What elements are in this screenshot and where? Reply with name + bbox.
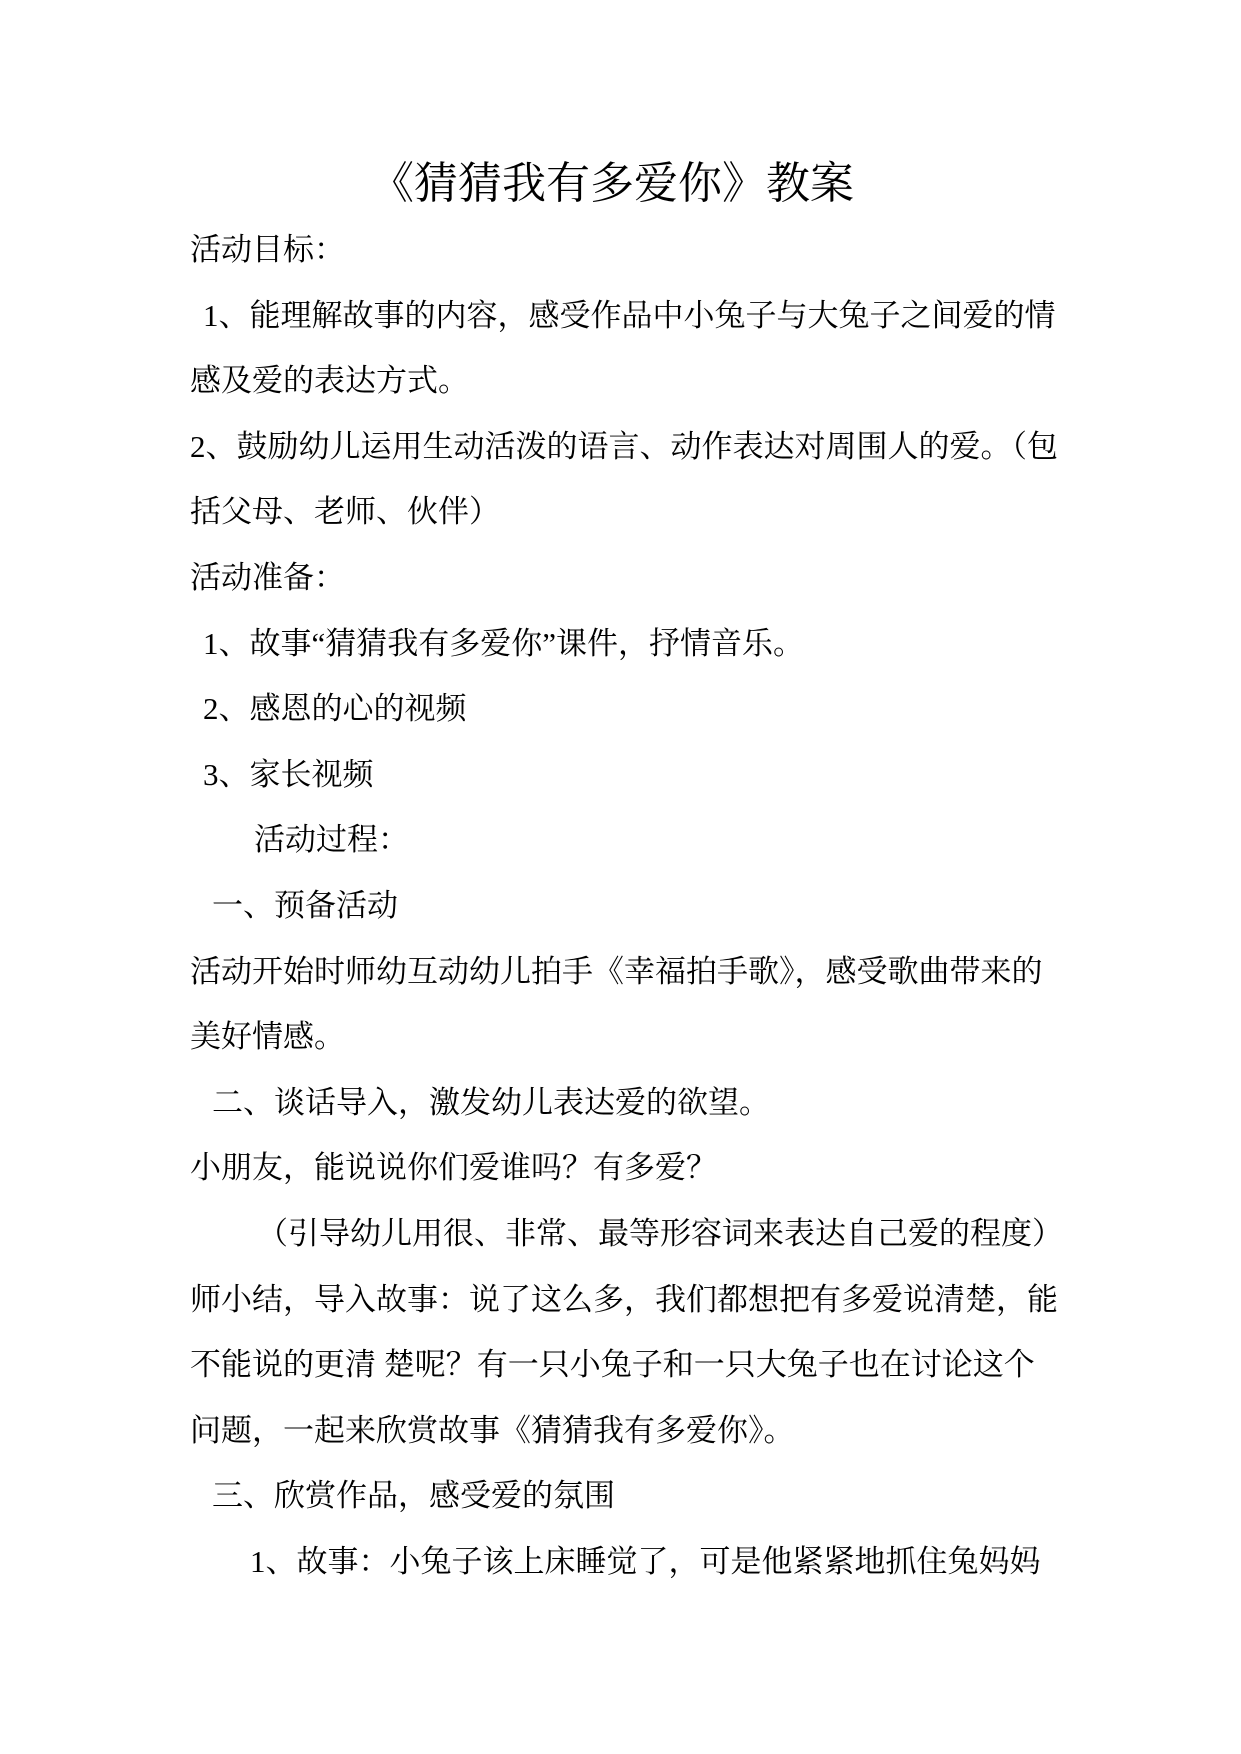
- goal-1-line: 1、能理解故事的内容，感受作品中小兔子与大兔子之间爱的情: [203, 297, 1056, 333]
- preparation-item: 1、故事“猜猜我有多爱你”课件，抒情音乐。: [203, 625, 805, 661]
- process-step-3-heading: 三、欣赏作品，感受爱的氛围: [212, 1478, 615, 1514]
- process-step-2-heading: 二、谈话导入，激发幼儿表达爱的欲望。: [212, 1084, 770, 1120]
- document-body: [0, 217, 1241, 1594]
- process-step-2-summary-line: 师小结，导入故事：说了这么多，我们都想把有多爱说清楚，能: [190, 1281, 1058, 1317]
- preparation-heading: 活动准备：: [190, 559, 345, 595]
- process-step-1-text-line: 美好情感。: [190, 1019, 345, 1055]
- process-step-3-story-line: 1、故事：小兔子该上床睡觉了，可是他紧紧地抓住兔妈妈: [250, 1543, 1041, 1579]
- process-step-1-text-line: 活动开始时师幼互动幼儿拍手《幸福拍手歌》，感受歌曲带来的: [190, 953, 1043, 989]
- preparation-item: 3、家长视频: [203, 756, 374, 792]
- goal-2-line: 括父母、老师、伙伴）: [190, 494, 500, 530]
- document-title: 《猜猜我有多爱你》教案: [370, 159, 854, 208]
- process-heading: 活动过程：: [254, 822, 409, 858]
- goal-2-line: 2、鼓励幼儿运用生动活泼的语言、动作表达对周围人的爱。（包: [190, 428, 1058, 464]
- goal-1-line: 感及爱的表达方式。: [190, 363, 469, 399]
- process-step-2-summary-line: 问题，一起来欣赏故事《猜猜我有多爱你》。: [190, 1412, 795, 1448]
- process-step-2-text-line: 小朋友，能说说你们爱谁吗？有多爱？: [190, 1150, 717, 1186]
- process-step-1-heading: 一、预备活动: [212, 887, 398, 923]
- preparation-item: 2、感恩的心的视频: [203, 691, 467, 727]
- goals-heading: 活动目标：: [190, 232, 345, 267]
- process-step-2-summary-line: 不能说的更清 楚呢？有一只小兔子和一只大兔子也在讨论这个: [190, 1347, 1035, 1383]
- process-step-2-guidance-note: （引导幼儿用很、非常、最等形容词来表达自己爱的程度）: [257, 1215, 1063, 1251]
